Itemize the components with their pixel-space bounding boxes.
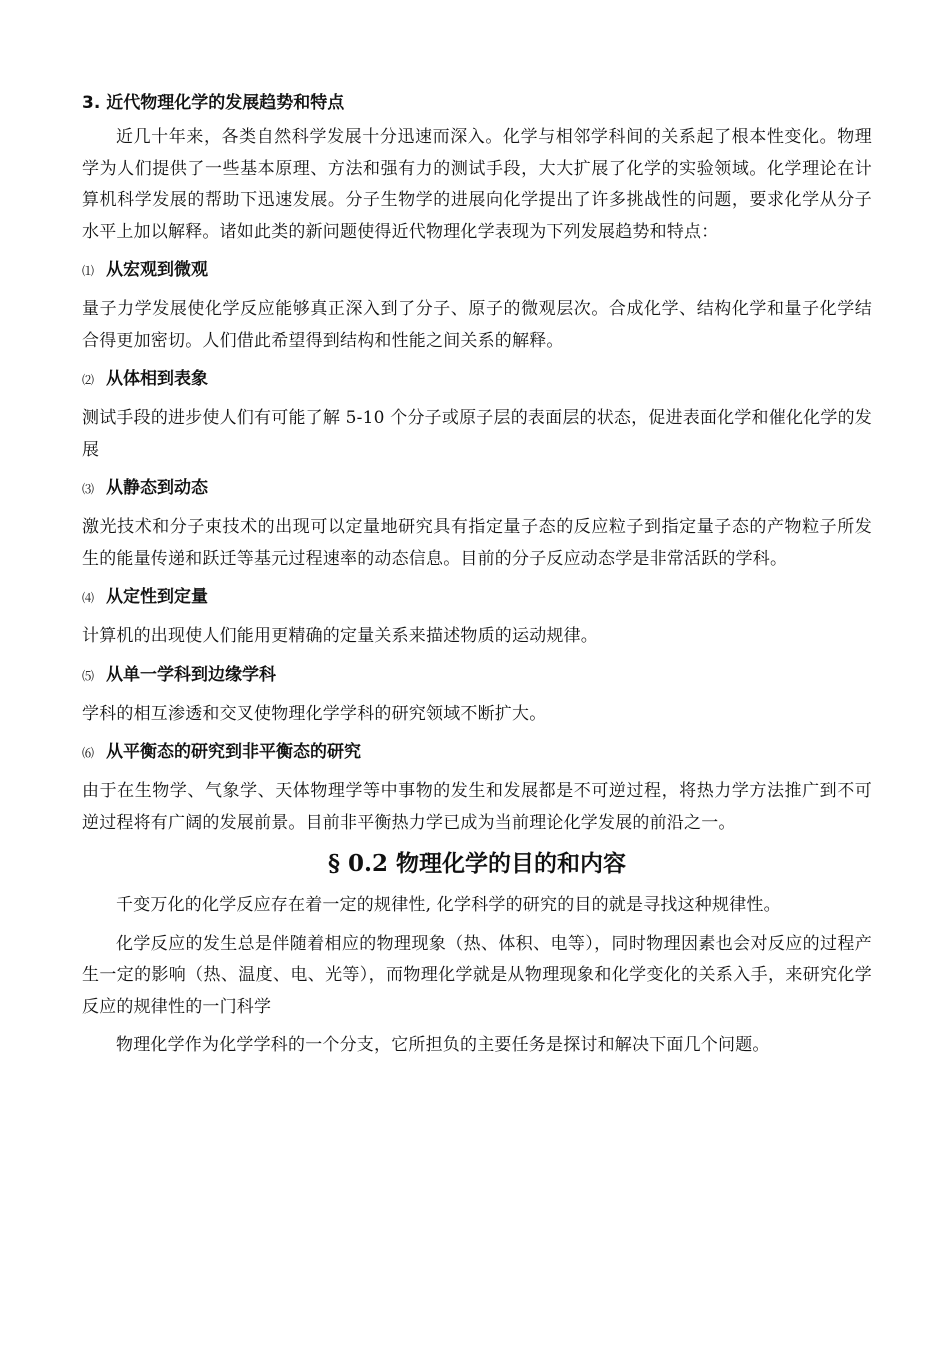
trend-heading: [82, 364, 872, 395]
trend-item-4: [82, 582, 872, 653]
trend-text: 测试手段的进步使人们有可能了解 5-10 个分子或原子层的表面层的状态，促进表面化学和催化化学的发展: [82, 408, 872, 460]
trend-title: 从宏观到微观: [106, 260, 209, 280]
trend-heading: [82, 737, 872, 768]
trend-heading: [82, 255, 872, 286]
trend-heading: [82, 660, 872, 691]
trend-heading: [82, 473, 872, 504]
trend-title: 从静态到动态: [106, 478, 209, 498]
trend-text: 激光技术和分子束技术的出现可以定量地研究具有指定量子态的反应粒子到指定量子态的产物粒子所发生的能量传递和跃迁等基元过程速率的动态信息。目前的分子反应动态学是非常活跃的学科。: [82, 517, 872, 569]
section-heading: 3. 近代物理化学的发展趋势和特点: [82, 93, 345, 113]
chapter-heading: § 0.2 物理化学的目的和内容: [327, 850, 627, 877]
trend-item-1: [82, 255, 872, 357]
trend-text: 计算机的出现使人们能用更精确的定量关系来描述物质的运动规律。: [82, 626, 598, 646]
chapter-paragraph-3: 物理化学作为化学学科的一个分支，它所担负的主要任务是探讨和解决下面几个问题。: [116, 1035, 770, 1055]
trend-text: 学科的相互渗透和交叉使物理化学学科的研究领域不断扩大。: [82, 703, 547, 724]
trend-number: ⑶: [82, 482, 95, 496]
trend-text: 由于在生物学、气象学、天体物理学等中事物的发生和发展都是不可逆过程，将热力学方法推广到不可逆过程将有广阔的发展前景。目前非平衡热力学已成为当前理论化学发展的前沿之一。: [82, 781, 872, 833]
intro-paragraph: 近几十年来，各类自然科学发展十分迅速而深入。化学与相邻学科间的关系起了根本性变化。物理学为人们提供了一些基本原理、方法和强有力的测试手段，大大扩展了化学的实验领域。化学理论在计算机科学发展的帮助下迅速发展。分子生物学的进展向化学提出了许多挑战性的问题，要求化学从分子水平上加以解释。诸如此类的新问题使得近代物理化学表现为下列发展趋势和特点：: [82, 127, 872, 242]
trend-item-2: [82, 364, 872, 466]
trend-title: 从单一学科到边缘学科: [106, 664, 277, 685]
trend-title: 从定性到定量: [106, 587, 209, 607]
trend-number: ⑴: [82, 264, 95, 278]
trend-number: ⑷: [82, 591, 95, 605]
trend-item-5: [82, 660, 872, 731]
document-page: [82, 88, 872, 1069]
trend-number: ⑹: [82, 746, 95, 760]
chapter-paragraph-2: 化学反应的发生总是伴随着相应的物理现象（热、体积、电等），同时物理因素也会对反应的过程产生一定的影响（热、温度、电、光等），而物理化学就是从物理现象和化学变化的关系入手，来研究化学反应的规律性的一门科学: [82, 933, 872, 1017]
trend-text: 量子力学发展使化学反应能够真正深入到了分子、原子的微观层次。合成化学、结构化学和量子化学结合得更加密切。人们借此希望得到结构和性能之间关系的解释。: [82, 299, 872, 351]
chapter-paragraph-1: 千变万化的化学反应存在着一定的规律性, 化学科学的研究的目的就是寻找这种规律性。: [116, 895, 781, 915]
trend-number: ⑸: [82, 668, 95, 683]
trend-number: ⑵: [82, 373, 95, 387]
trend-title: 从体相到表象: [106, 369, 209, 389]
trend-title: 从平衡态的研究到非平衡态的研究: [106, 742, 362, 762]
trend-item-6: [82, 737, 872, 839]
trend-item-3: [82, 473, 872, 575]
trend-heading: [82, 582, 872, 613]
